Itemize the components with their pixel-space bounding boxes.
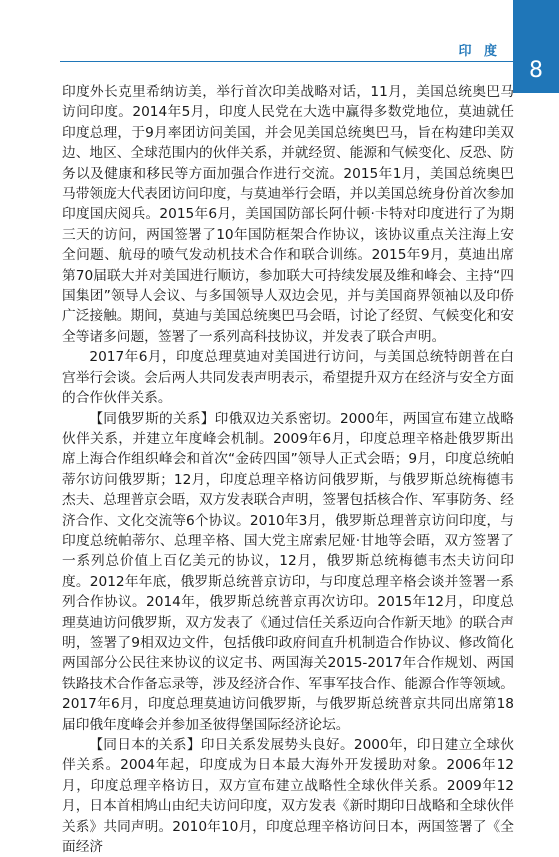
paragraph-us-2017: 2017年6月，印度总理莫迪对美国进行访问，与美国总统特朗普在白宫举行会谈。会后两人共同发表声明表示，希望提升双方在经济与安全方面的合作伙伴关系。 — [62, 349, 514, 407]
paragraph-japan-relations: 【同日本的关系】印日关系发展势头良好。2000年，印日建立全球伙伴关系。2004年起，印度成为日本最大海外开发援助对象。2006年12月，印度总理辛格访日，双方宣布建立战略性全球伙伴关系。2009年12月，日本首相鸠山由纪夫访问印度，双方发表《新时期印日战略和全球伙伴关系》共同声明。2010年10月，印度总理辛格访问日本，两国签署了《全面经济 — [62, 737, 514, 856]
page-header — [60, 0, 559, 83]
page-number: 8 — [529, 58, 543, 83]
paragraph-us-relations-continued: 印度外长克里希纳访美，举行首次印美战略对话，11月，美国总统奥巴马访问印度。2014年5月，印度人民党在大选中赢得多数党地位，莫迪就任印度总理，于9月率团访问美国，并会见美国总统奥巴马，旨在构建印美双边、地区、全球范围内的伙伴关系，并就经贸、能源和气候变化、反恐、防务以及健康和移民等方面加强合作进行交流。2015年1月，美国总统奥巴马带领庞大代表团访问印度，与莫迪举行会晤，并以美国总统身份首次参加印度国庆阅兵。2015年6月，美国国防部长阿什顿·卡特对印度进行了为期三天的访问，两国签署了10年国防框架合作协议，该协议重点关注海上安全问题、航母的喷气发动机技术合作和联合训练。2015年9月，莫迪出席第70届联大并对美国进行顺访，参加联大可持续发展及维和峰会、主持“四国集团”领导人会议、与多国领导人双边会见，并与美国商界领袖以及印侨广泛接触。期间，莫迪与美国总统奥巴马会晤，讨论了经贸、气候变化和安全等诸多问题，签署了一系列高科技协议，并发表了联合声明。 — [62, 84, 514, 345]
page-number-tab — [513, 0, 559, 93]
body-text — [62, 82, 514, 857]
section-title: 印 度 — [458, 44, 501, 59]
header-divider — [60, 61, 559, 62]
paragraph-russia-relations: 【同俄罗斯的关系】印俄双边关系密切。2000年，两国宣布建立战略伙伴关系，并建立年度峰会机制。2009年6月，印度总理辛格赴俄罗斯出席上海合作组织峰会和首次“金砖四国”领导人正式会晤；9月，印度总统帕蒂尔访问俄罗斯；12月，印度总理辛格访问俄罗斯，与俄罗斯总统梅德韦杰夫、总理普京会晤，双方发表联合声明，签署包括核合作、军事防务、经济合作、文化交流等6个协议。2010年3月，俄罗斯总理普京访问印度，与印度总统帕蒂尔、总理辛格、国大党主席索尼娅·甘地等会晤，双方签署了一系列总价值上百亿美元的协议，12月，俄罗斯总统梅德韦杰夫访问印度。2012年年底，俄罗斯总统普京访印，与印度总理辛格会谈并签署一系列合作协议。2014年，俄罗斯总统普京再次访印。2015年12月，印度总理莫迪访问俄罗斯，双方发表了《通过信任关系迈向合作新天地》的联合声明，签署了9相双边文件，包括俄印政府间直升机制造合作协议、修改简化两国部分公民往来协议的议定书、两国海关2015-2017年合作规划、两国铁路技术合作备忘录等，涉及经济合作、军事军技合作、能源合作等领域。2017年6月，印度总理莫迪访问俄罗斯，与俄罗斯总统普京共同出席第18届印俄年度峰会并参加圣彼得堡国际经济论坛。 — [62, 410, 514, 733]
